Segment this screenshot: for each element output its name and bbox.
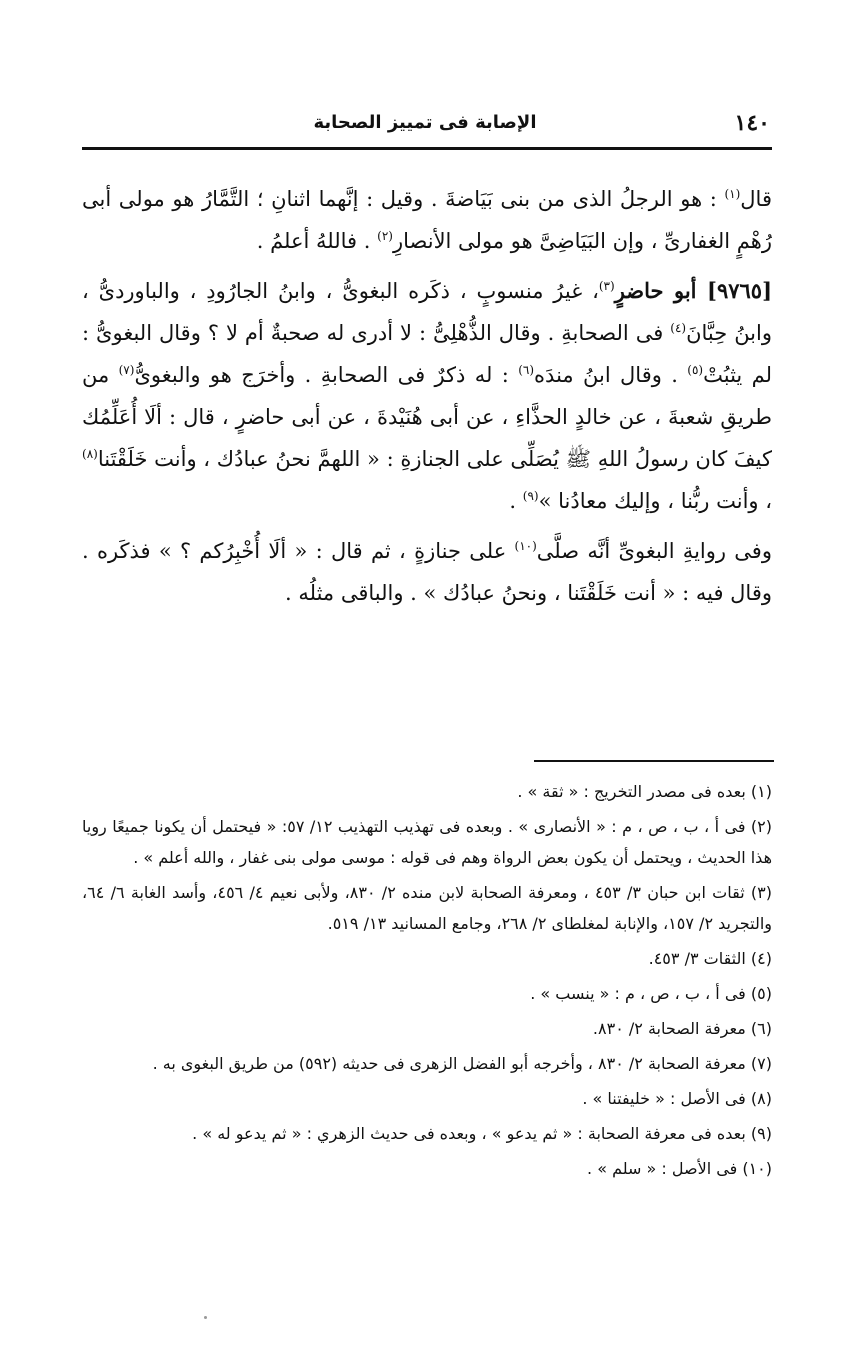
footnote-10: (١٠) فى الأصل : « سلم » . [587, 1159, 772, 1178]
paragraph-3 [82, 530, 772, 614]
paragraph-entry-9765 [82, 270, 772, 522]
footnote-4: (٤) الثقات ٣/ ٤٥٣. [648, 949, 772, 968]
text-run: : له ذكرٌ فى الصحابةِ . وأخرَج هو والبغوىُّ [134, 363, 519, 387]
footnote-ref-4: (٤) [670, 321, 687, 335]
page-header [80, 110, 770, 146]
footnote-ref-2: (٢) [377, 229, 393, 243]
text-run: على جنازةٍ ، ثم قال : « ألَا أُخْبِرُكم ؟ » فذكَره . وقال فيه : « أنت خَلَقْتَنا ، ونحنُ عبادُك » . والباقى مثلُه . [82, 539, 772, 605]
footnote-ref-3: (٣) [598, 279, 615, 293]
paragraph-1 [82, 178, 772, 262]
footnote-ref-7: (٧) [118, 363, 135, 377]
footnote-6: (٦) معرفة الصحابة ٢/ ٨٣٠. [592, 1019, 772, 1038]
main-text [82, 178, 772, 614]
footnote-ref-10: (١٠) [514, 539, 537, 553]
text-run: : هو الرجلُ الذى من بنى بَيَاضةَ . وقيل : إنَّهما اثنانِ ؛ التَّمَّارُ هو مولى أبى رُهْمٍ الغفارىِّ ، وإن البَيَاضِىَّ هو مولى الأنصارِ [82, 187, 772, 253]
footnote-ref-1: (١) [724, 187, 741, 201]
footnote-ref-6: (٦) [518, 363, 535, 377]
text-run: ، وأنت ربُّنا ، وإليك معادُنا » [538, 489, 772, 513]
text-run: من طريقِ شعبةَ ، عن خالدٍ الحذَّاءِ ، عن أبى هُنَيْدةَ ، عن أبى حاضرٍ ، قال : ألَا أُعَلِّمُك كيفَ كان رسولُ اللهِ ﷺ يُصَلِّى على الجنازةِ : « اللهمَّ نحنُ عبادُك ، وأنت خَلَقْتَنا [82, 363, 772, 471]
header-rule [82, 147, 772, 150]
text-run: . وقال ابنُ مندَه [534, 363, 688, 387]
text-run: فى الصحابةِ . وقال الذُّهْلِىُّ : لا أدرى له صحبةٌ أم لا ؟ وقال البغوىُّ : لم يثبُتْ [82, 321, 772, 387]
footnote-ref-5: (٥) [687, 363, 704, 377]
footnotes [82, 776, 772, 1188]
text-run: ، غيرُ منسوبٍ ، ذكَره البغوىُّ ، وابنُ الجارُودِ ، والباوردىُّ ، وابنُ حِبَّانَ [82, 279, 772, 345]
footnote-8: (٨) فى الأصل : « خليفتنا » . [582, 1089, 772, 1108]
footnote-1: (١) بعده فى مصدر التخريج : « ثقة » . [517, 782, 772, 801]
footnote-9: (٩) بعده فى معرفة الصحابة : « ثم يدعو » ، وبعده فى حديث الزهري : « ثم يدعو له » . [192, 1124, 772, 1143]
page-number: ١٤٠ [734, 110, 770, 136]
scan-speck [204, 1316, 207, 1319]
text-run: وفى روايةِ البغوىِّ أنَّه صلَّى [536, 539, 772, 563]
entry-number: [٩٧٦٥] [707, 278, 772, 303]
footnote-separator [534, 760, 774, 762]
footnote-3: (٣) ثقات ابن حبان ٣/ ٤٥٣ ، ومعرفة الصحابة لابن منده ٢/ ٨٣٠، ولأبى نعيم ٤/ ٤٥٦، وأسد الغابة ٦/ ٦٤، والتجريد ٢/ ١٥٧، والإنابة لمغلطاى ٢/ ٢٦٨، وجامع المسانيد ١٣/ ٥١٩. [82, 883, 772, 933]
footnote-ref-8: (٨) [82, 447, 98, 461]
text-run: . [509, 489, 523, 513]
footnote-5: (٥) فى أ ، ب ، ص ، م : « ينسب » . [530, 984, 772, 1003]
footnote-ref-9: (٩) [522, 489, 539, 503]
running-title: الإصابة فى تمييز الصحابة [313, 112, 537, 133]
footnote-2: (٢) فى أ ، ب ، ص ، م : « الأنصارى » . وبعده فى تهذيب التهذيب ١٢/ ٥٧: « فيحتمل أن يكونا جميعًا رويا هذا الحديث ، ويحتمل أن يكون بعض الرواة وهم فى قوله : موسى مولى بنى غفار ، والله أعلم » . [82, 817, 772, 867]
entry-name: أبو حاضرٍ [614, 278, 707, 303]
text-run: قال [740, 187, 772, 211]
text-run: . فاللهُ أعلمُ . [256, 229, 378, 253]
footnote-7: (٧) معرفة الصحابة ٢/ ٨٣٠ ، وأخرجه أبو الفضل الزهرى فى حديثه (٥٩٢) من طريق البغوى به . [152, 1054, 772, 1073]
